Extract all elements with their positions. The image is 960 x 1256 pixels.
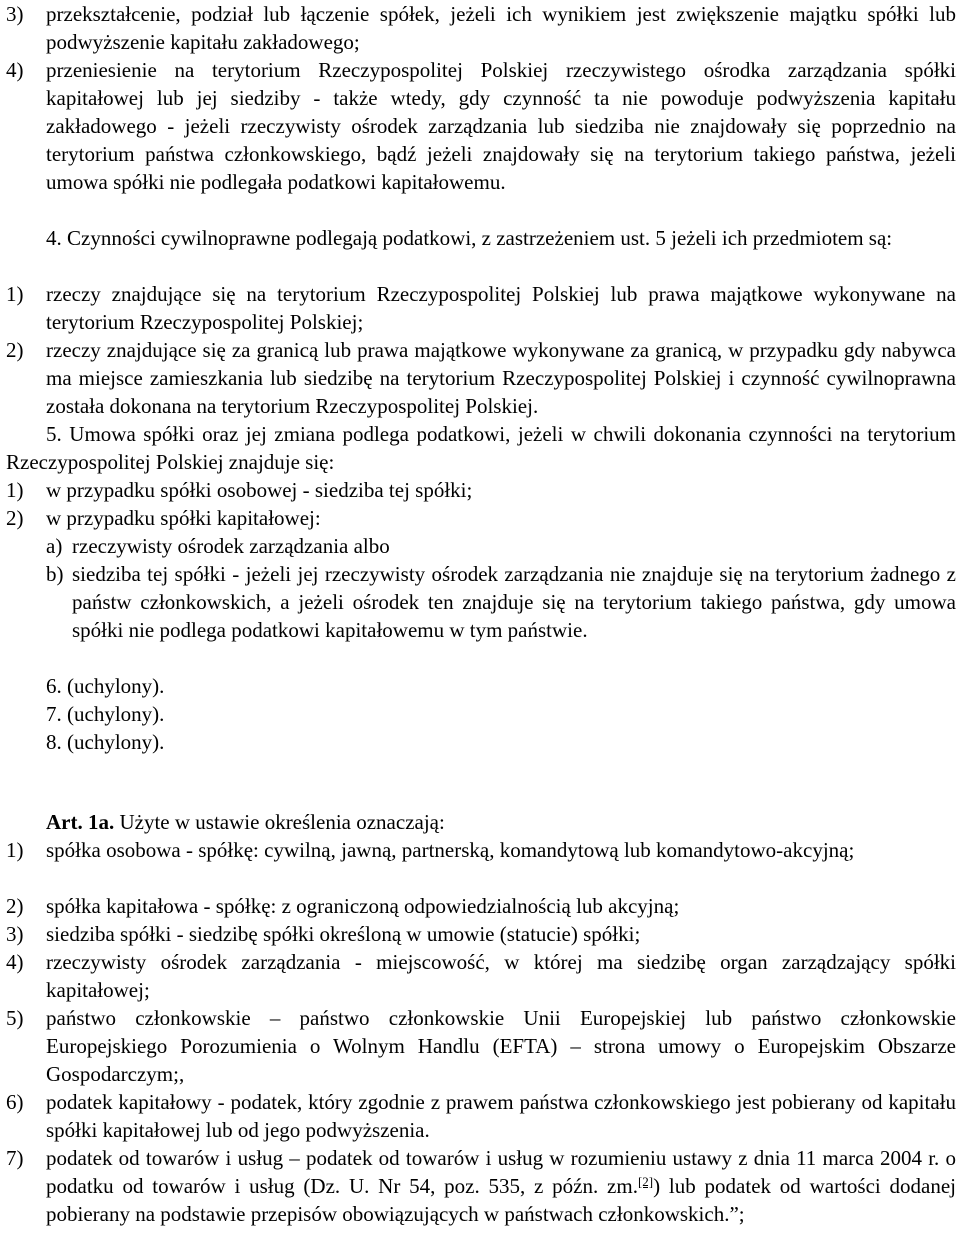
item-text: przekształcenie, podział lub łączenie spółek, jeżeli ich wynikiem jest zwiększenie majątku spółki lub podwyższenie kapitału zakładowego;	[46, 2, 956, 54]
definition-item	[6, 836, 956, 864]
list-item	[6, 476, 956, 504]
item-text: spółka kapitałowa - spółkę: z ograniczoną odpowiedzialnością lub akcyjną;	[46, 894, 680, 918]
repealed-paragraph: 7. (uchylony).	[46, 702, 165, 726]
definition-item	[6, 892, 956, 920]
list-item	[6, 336, 956, 420]
item-number: 7)	[6, 1146, 24, 1170]
paragraph-text: Umowa spółki oraz jej zmiana podlega podatkowi, jeżeli w chwili dokonania czynności na terytorium Rzeczypospolitej Polskiej znajduje się:	[6, 422, 957, 474]
paragraph-4	[6, 224, 956, 252]
repealed-paragraph: 6. (uchylony).	[46, 674, 165, 698]
list-item	[6, 280, 956, 336]
item-text: w przypadku spółki kapitałowej:	[46, 506, 321, 530]
sub-list-item	[46, 532, 956, 560]
item-number: 2)	[6, 506, 24, 530]
item-letter: a)	[46, 534, 63, 558]
definition-item	[6, 1004, 956, 1088]
article-heading: Art. 1a.	[46, 810, 115, 834]
item-number: 1)	[6, 282, 24, 306]
definition-item	[6, 1088, 956, 1144]
item-text-after: ) lub podatek od wartości dodanej pobierany na podstawie przepisów obowiązujących w państwach członkowskich.”;	[46, 1174, 957, 1226]
list-item	[6, 56, 956, 196]
sub-list-item	[46, 560, 956, 644]
definition-item	[6, 948, 956, 1004]
item-number: 3)	[6, 922, 24, 946]
paragraph-5	[6, 420, 956, 476]
item-text: spółka osobowa - spółkę: cywilną, jawną, partnerską, komandytową lub komandytowo-akcyjną;	[46, 838, 855, 862]
list-item	[6, 0, 956, 56]
item-number: 1)	[6, 838, 24, 862]
definition-item	[6, 1144, 956, 1228]
item-text: siedziba tej spółki - jeżeli jej rzeczywisty ośrodek zarządzania nie znajduje się na terytorium żadnego z państw członkowskich, a jeżeli ośrodek ten znajduje się na terytorium takiego państwa, gdy umowa spółki nie podlega podatkowi kapitałowemu w tym państwie.	[72, 562, 956, 642]
item-text-before: podatek od towarów i usług – podatek od towarów i usług w rozumieniu ustawy z dnia 11 marca 2004 r. o podatku od towarów i usług (Dz. U. Nr 54, poz. 535, z późn. zm.	[46, 1146, 956, 1198]
repealed-paragraph: 8. (uchylony).	[46, 730, 165, 754]
item-text: podatek kapitałowy - podatek, który zgodnie z prawem państwa członkowskiego jest pobierany od kapitału spółki kapitałowej lub od jego podwyższenia.	[46, 1090, 956, 1142]
item-text: rzeczy znajdujące się na terytorium Rzeczypospolitej Polskiej lub prawa majątkowe wykonywane na terytorium Rzeczypospolitej Polskiej;	[46, 282, 956, 334]
item-text: rzeczywisty ośrodek zarządzania albo	[72, 534, 390, 558]
item-text: przeniesienie na terytorium Rzeczypospolitej Polskiej rzeczywistego ośrodka zarządzania spółki kapitałowej lub jej siedziby - także wtedy, gdy czynność ta nie powoduje podwyższenia kapitału zakładowego - jeżeli rzeczywisty ośrodek zarządzania lub siedziba nie znajdowały się poprzednio na terytorium państwa członkowskiego, bądź jeżeli znajdowały się na terytorium takiego państwa, jeżeli umowa spółki nie podlegała podatkowi kapitałowemu.	[46, 58, 956, 194]
paragraph-text: Czynności cywilnoprawne podlegają podatkowi, z zastrzeżeniem ust. 5 jeżeli ich przedmiotem są:	[67, 226, 893, 250]
item-text: rzeczywisty ośrodek zarządzania - miejscowość, w której ma siedzibę organ zarządzający spółki kapitałowej;	[46, 950, 956, 1002]
footnote-link[interactable]: [2]	[637, 1174, 654, 1189]
item-number: 2)	[6, 338, 24, 362]
item-number: 4)	[6, 58, 24, 82]
item-text: siedziba spółki - siedzibę spółki określoną w umowie (statucie) spółki;	[46, 922, 641, 946]
item-text: rzeczy znajdujące się za granicą lub prawa majątkowe wykonywane za granicą, w przypadku gdy nabywca ma miejsce zamieszkania lub siedzibę na terytorium Rzeczypospolitej Polskiej i czynność cywilnoprawna została dokonana na terytorium Rzeczypospolitej Polskiej.	[46, 338, 956, 418]
item-letter: b)	[46, 562, 64, 586]
item-text: państwo członkowskie – państwo członkowskie Unii Europejskiej lub państwo członkowskie Europejskiego Porozumienia o Wolnym Handlu (EFTA) – strona umowy o Europejskim Obszarze Gospodarczym;,	[46, 1006, 956, 1086]
item-number: 6)	[6, 1090, 24, 1114]
item-number: 1)	[6, 478, 24, 502]
article-intro-text: Użyte w ustawie określenia oznaczają:	[119, 810, 445, 834]
item-text	[46, 1144, 956, 1228]
item-text: w przypadku spółki osobowej - siedziba tej spółki;	[46, 478, 473, 502]
item-number: 2)	[6, 894, 24, 918]
item-number: 4)	[6, 950, 24, 974]
paragraph-number: 4.	[46, 226, 62, 250]
item-number: 3)	[6, 2, 24, 26]
list-item	[6, 504, 956, 532]
definition-item	[6, 920, 956, 948]
item-number: 5)	[6, 1006, 24, 1030]
paragraph-number: 5.	[46, 422, 62, 446]
article-1a-intro	[6, 808, 956, 836]
